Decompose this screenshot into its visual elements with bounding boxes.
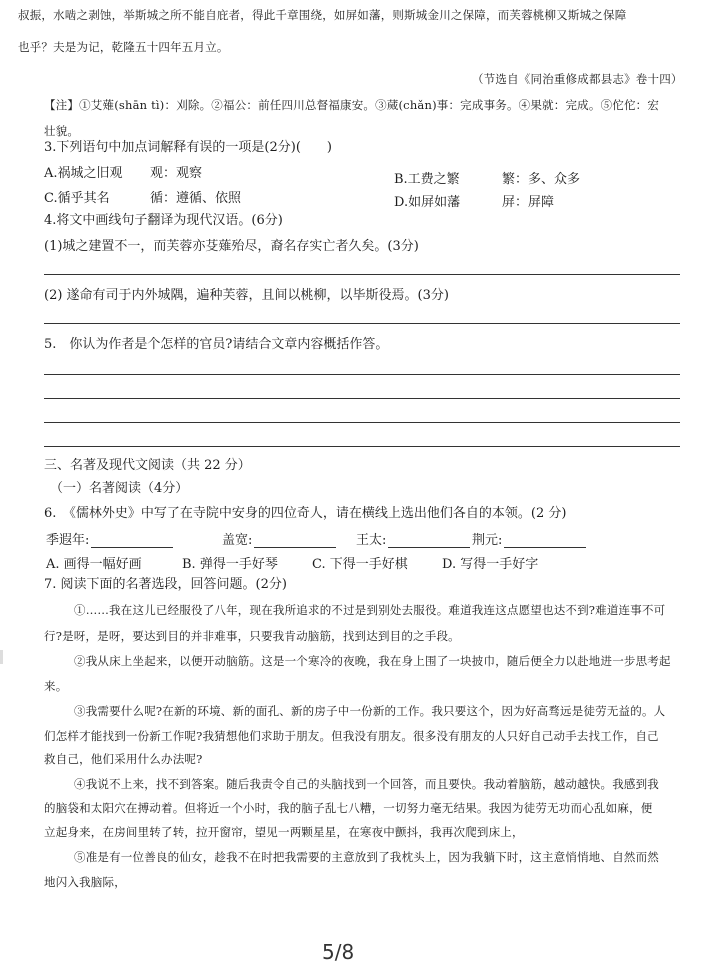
q6-blank-4[interactable] [504,535,586,548]
q6-blank-2[interactable] [254,535,336,548]
notes-line-1: 【注】①艾薙(shān tì)：刈除。②福公：前任四川总督福康安。③蒇(chǎn)事：完成事务。④果就：完成。⑤佗佗：宏 [44,98,660,112]
q5-answer-line-3[interactable] [44,422,680,423]
q3-stem: 3.下列语句中加点词解释有误的一项是(2分)( ) [44,140,332,155]
q4-sentence-2: (2) 遂命有司于内外城隅，遍种芙蓉，且间以桃柳，以毕斯役焉。(3分) [44,288,449,303]
q7-para-4-line-3: 立起身来，在房间里转了转，拉开窗帘，望见一两颗星星，在寒夜中颤抖，我再次爬到床上， [44,825,524,839]
q7-para-5-line-1: ⑤准是有一位善良的仙女，趁我不在时把我需要的主意放到了我枕头上，因为我躺下时，这主意悄悄地、自然而然 [74,850,659,864]
q6-option-b: B. 弹得一手好琴 [182,557,278,572]
q7-para-5-line-2: 地闪入我脑际， [44,875,126,889]
q7-para-3-line-3: 救自己，他们采用什么办法呢? [44,752,203,766]
q7-para-1-line-1: ①……我在这儿已经服役了八年，现在我所追求的不过是到别处去服役。难道我连这点愿望也达不到?难道连事不可 [74,603,666,617]
q7-para-3-line-1: ③我需要什么呢?在新的环境、新的面孔、新的房子中一份新的工作。我只要这个，因为好高骛远是徒劳无益的。人 [74,704,666,718]
section-3-title: 三、名著及现代文阅读（共 22 分） [44,458,251,473]
q6-person-2-label: 盖宽: [222,533,253,548]
q6-option-d: D. 写得一手好字 [442,557,539,572]
q5-answer-line-1[interactable] [44,374,680,375]
q6-person-3 [356,529,470,548]
passage-source: （节选自《同治重修成都县志》卷十四） [472,72,683,86]
q3-option-c: C.循乎其名 [44,191,110,206]
q5-answer-line-2[interactable] [44,398,680,399]
q3-option-d: D.如屏如藩 [394,195,461,210]
section-3-sub-1: （一）名著阅读（4分） [50,481,189,496]
q7-stem: 7. 阅读下面的名著选段，回答问题。(2分) [44,577,287,592]
q6-option-c: C. 下得一手好棋 [312,557,408,572]
q3-option-b: B.工费之繁 [394,172,460,187]
q6-stem: 6. 《儒林外史》中写了在寺院中安身的四位奇人，请在横线上选出他们各自的本领。(2 分) [44,506,567,521]
passage-line-1: 叔振，水啮之剥蚀，举斯城之所不能自庇者，得此千章围绕，如屏如藩，则斯城金川之保障，而芙蓉桃柳又斯城之保障 [18,8,627,22]
q5-stem: 5. 你认为作者是个怎样的官员?请结合文章内容概括作答。 [44,337,389,352]
q7-para-4-line-1: ④我说不上来，找不到答案。随后我责令自己的头脑找到一个回答，而且要快。我动着脑筋，越动越快。我感到我 [74,777,659,791]
scan-edge-mark [0,650,3,664]
q3-option-c-gloss: 循：遵循、依照 [150,191,242,206]
passage-line-2: 也乎？夫是为记，乾隆五十四年五月立。 [18,40,229,54]
q6-blank-3[interactable] [388,535,470,548]
q4-answer-line-2[interactable] [44,323,680,324]
q6-person-3-label: 王太: [356,533,387,548]
q3-option-b-gloss: 繁：多、众多 [502,172,581,187]
q6-person-1-label: 季遐年: [46,533,90,548]
q6-blank-1[interactable] [91,535,173,548]
page-number: 5/8 [322,940,355,964]
q3-option-a: A.祸城之旧观 [44,166,123,181]
q6-person-2 [222,529,336,548]
q7-para-2-line-1: ②我从床上坐起来，以便开动脑筋。这是一个寒冷的夜晚，我在身上围了一块披巾，随后便全力以赴地进一步思考起 [74,654,671,668]
notes-line-2: 壮貌。 [44,124,80,138]
q7-para-1-line-2: 行?是呀，是呀，要达到目的并非难事，只要我肯动脑筋，找到达到目的之手段。 [44,629,460,643]
q7-para-4-line-2: 的脑袋和太阳穴在搏动着。但将近一个小时，我的脑子乱七八糟，一切努力毫无结果。我因为徒劳无功而心乱如麻，便 [44,801,653,815]
q6-person-4-label: 荆元: [472,533,503,548]
q4-stem: 4.将文中画线句子翻译为现代汉语。(6分) [44,213,283,228]
q6-person-1 [46,529,173,548]
q7-para-3-line-2: 们怎样才能找到一份新工作呢?我猜想他们求助于朋友。但我没有朋友。很多没有朋友的人只好自己动手去找工作，自己 [44,729,659,743]
q4-sentence-1: (1)城之建置不一，而芙蓉亦芟薙殆尽，裔名存实亡者久矣。(3分) [44,239,419,254]
q3-option-d-gloss: 屏：屏障 [502,195,555,210]
q6-person-4 [472,529,586,548]
q7-para-2-line-2: 来。 [44,679,68,693]
q3-option-a-gloss: 观：观察 [150,166,203,181]
q6-option-a: A. 画得一幅好画 [46,557,142,572]
q4-answer-line-1[interactable] [44,274,680,275]
q5-answer-line-4[interactable] [44,446,680,447]
